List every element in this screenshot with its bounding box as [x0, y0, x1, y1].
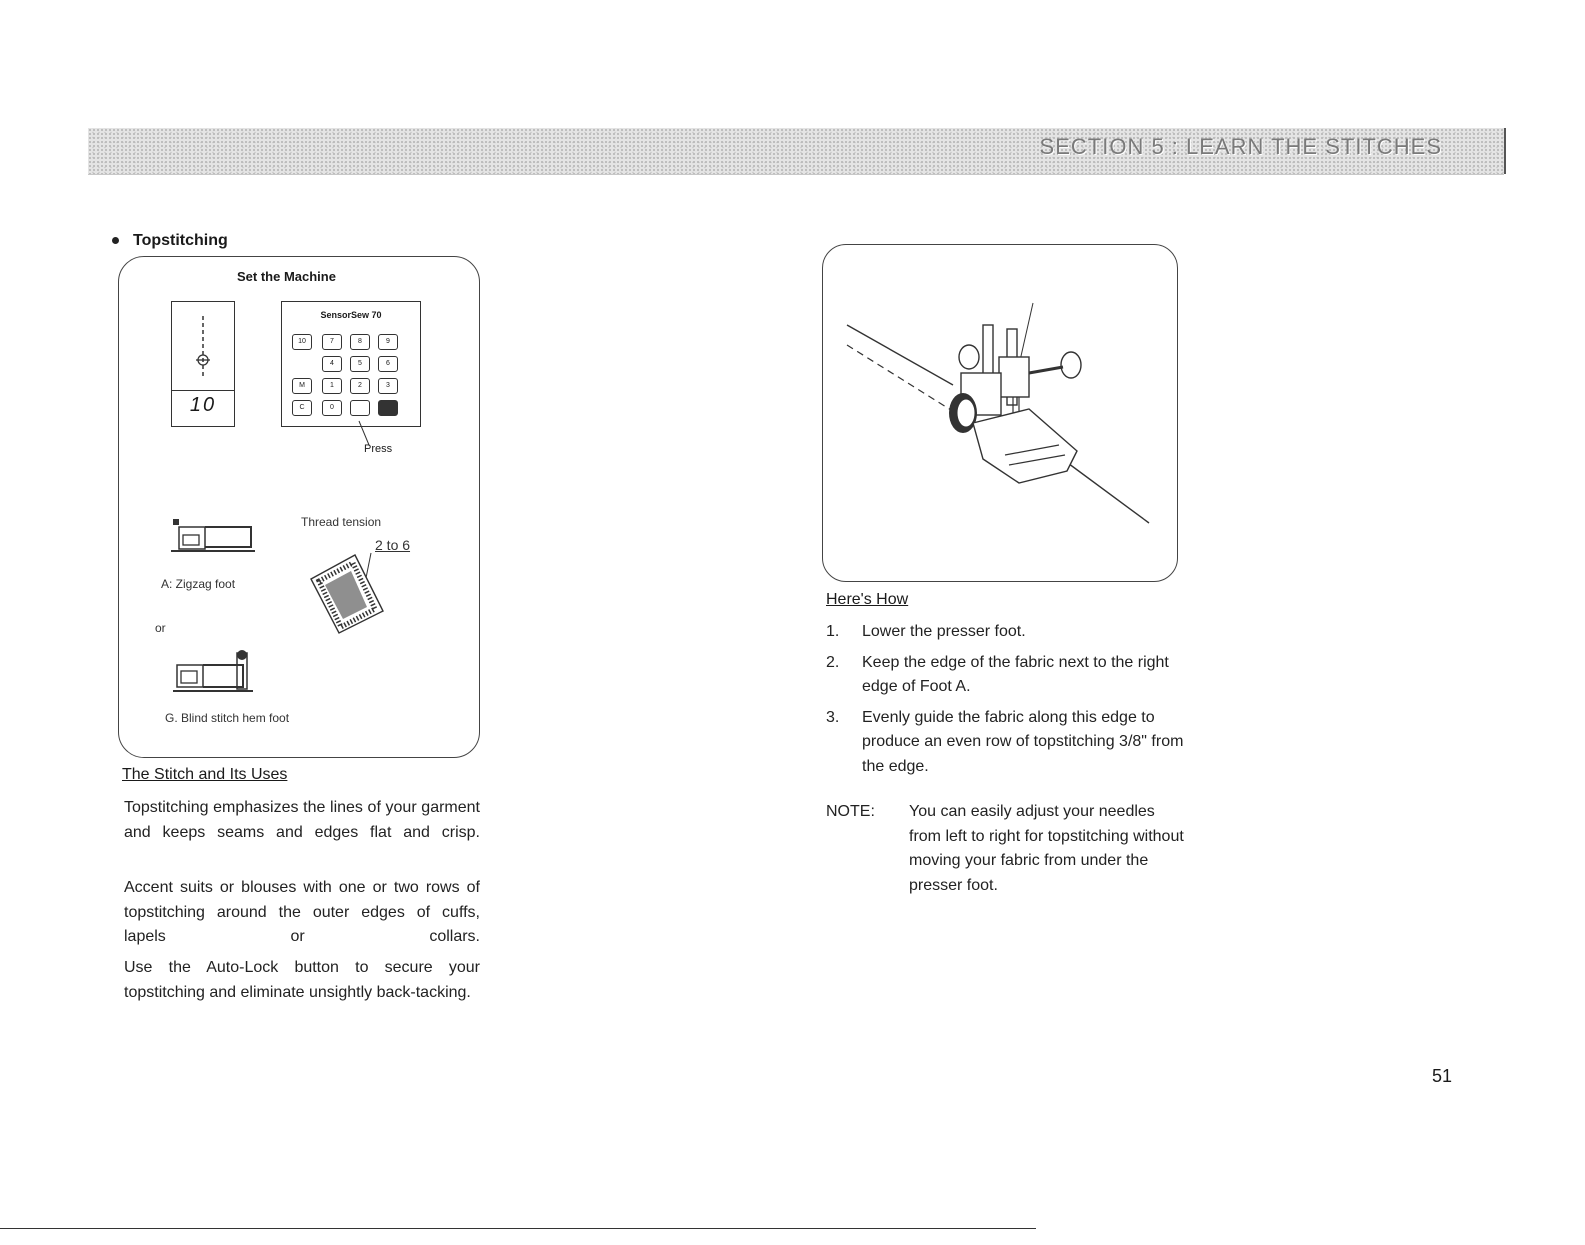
heres-how-heading: Here's How	[826, 591, 909, 608]
step-number: 1.	[826, 623, 840, 640]
straight-stitch-icon	[172, 302, 234, 390]
key-3: 3	[378, 378, 398, 394]
note-text: You can easily adjust your needles from left to right for topstitching without moving your fabric from under the presser foot.	[909, 803, 1184, 894]
topstitching-heading	[112, 232, 228, 250]
key-c: C	[292, 400, 312, 416]
thread-tension-label: Thread tension	[301, 515, 382, 529]
stitch-pattern-panel	[171, 301, 235, 427]
blind-stitch-foot-icon	[171, 647, 261, 699]
step-text: Evenly guide the fabric along this edge to produce an even row of topstitching 3/8" from the edge.	[862, 708, 1184, 775]
set-machine-title: Set the Machine	[237, 269, 336, 284]
heading-text: Topstitching	[133, 232, 228, 249]
keypad-brand: SensorSew 70	[320, 310, 382, 320]
note-block	[826, 800, 1186, 898]
note-label: NOTE:	[826, 803, 875, 820]
step-number: 2.	[826, 653, 840, 671]
key-auto-lock	[350, 400, 370, 416]
foot-g-label: G. Blind stitch hem foot	[165, 711, 290, 725]
key-8: 8	[350, 334, 370, 350]
presser-foot-drawing	[823, 245, 1177, 581]
section-title: SECTION 5 : LEARN THE STITCHES	[1039, 134, 1442, 159]
key-m: M	[292, 378, 312, 394]
step-item	[826, 706, 1186, 780]
panel-divider	[172, 390, 234, 391]
uses-paragraph-1: Topstitching emphasizes the lines of your garment and keeps seams and edges flat and crisp.	[124, 799, 480, 841]
tension-dial-icon	[305, 549, 395, 639]
step-item	[826, 651, 1186, 700]
key-2: 2	[350, 378, 370, 394]
stitch-number: 10	[189, 394, 217, 416]
step-item	[826, 620, 1186, 645]
set-machine-box	[118, 256, 480, 758]
key-4: 4	[322, 356, 342, 372]
section-header-bar	[88, 128, 1504, 175]
step-text: Keep the edge of the fabric next to the right edge of Foot A.	[862, 653, 1169, 695]
bullet-icon	[112, 237, 119, 244]
foot-a-label: A: Zigzag foot	[161, 577, 236, 591]
page-bottom-rule	[0, 1228, 1036, 1229]
key-9: 9	[378, 334, 398, 350]
zigzag-foot-icon	[167, 513, 259, 557]
steps-list	[826, 620, 1186, 785]
uses-paragraph-2: Accent suits or blouses with one or two rows of topstitching around the outer edges of cuffs, lapels or collars.	[124, 879, 480, 945]
thread-tension-value: 2 to 6	[375, 537, 411, 553]
key-6: 6	[378, 356, 398, 372]
key-1: 1	[322, 378, 342, 394]
key-0: 0	[322, 400, 342, 416]
step-number: 3.	[826, 708, 840, 726]
key-7: 7	[322, 334, 342, 350]
uses-paragraph-3: Use the Auto-Lock button to secure your topstitching and eliminate unsightly back-tacking.	[124, 959, 480, 1001]
page-number: 51	[1432, 1066, 1453, 1086]
presser-foot-illustration	[822, 244, 1178, 582]
step-text: Lower the presser foot.	[862, 623, 1026, 640]
uses-heading: The Stitch and Its Uses	[122, 766, 288, 783]
or-label: or	[155, 621, 166, 635]
keypad-panel	[281, 301, 421, 427]
key-5: 5	[350, 356, 370, 372]
key-10: 10	[292, 334, 312, 350]
press-label: Press	[364, 443, 393, 455]
header-bar-end	[1504, 128, 1506, 174]
key-memory	[378, 400, 398, 416]
